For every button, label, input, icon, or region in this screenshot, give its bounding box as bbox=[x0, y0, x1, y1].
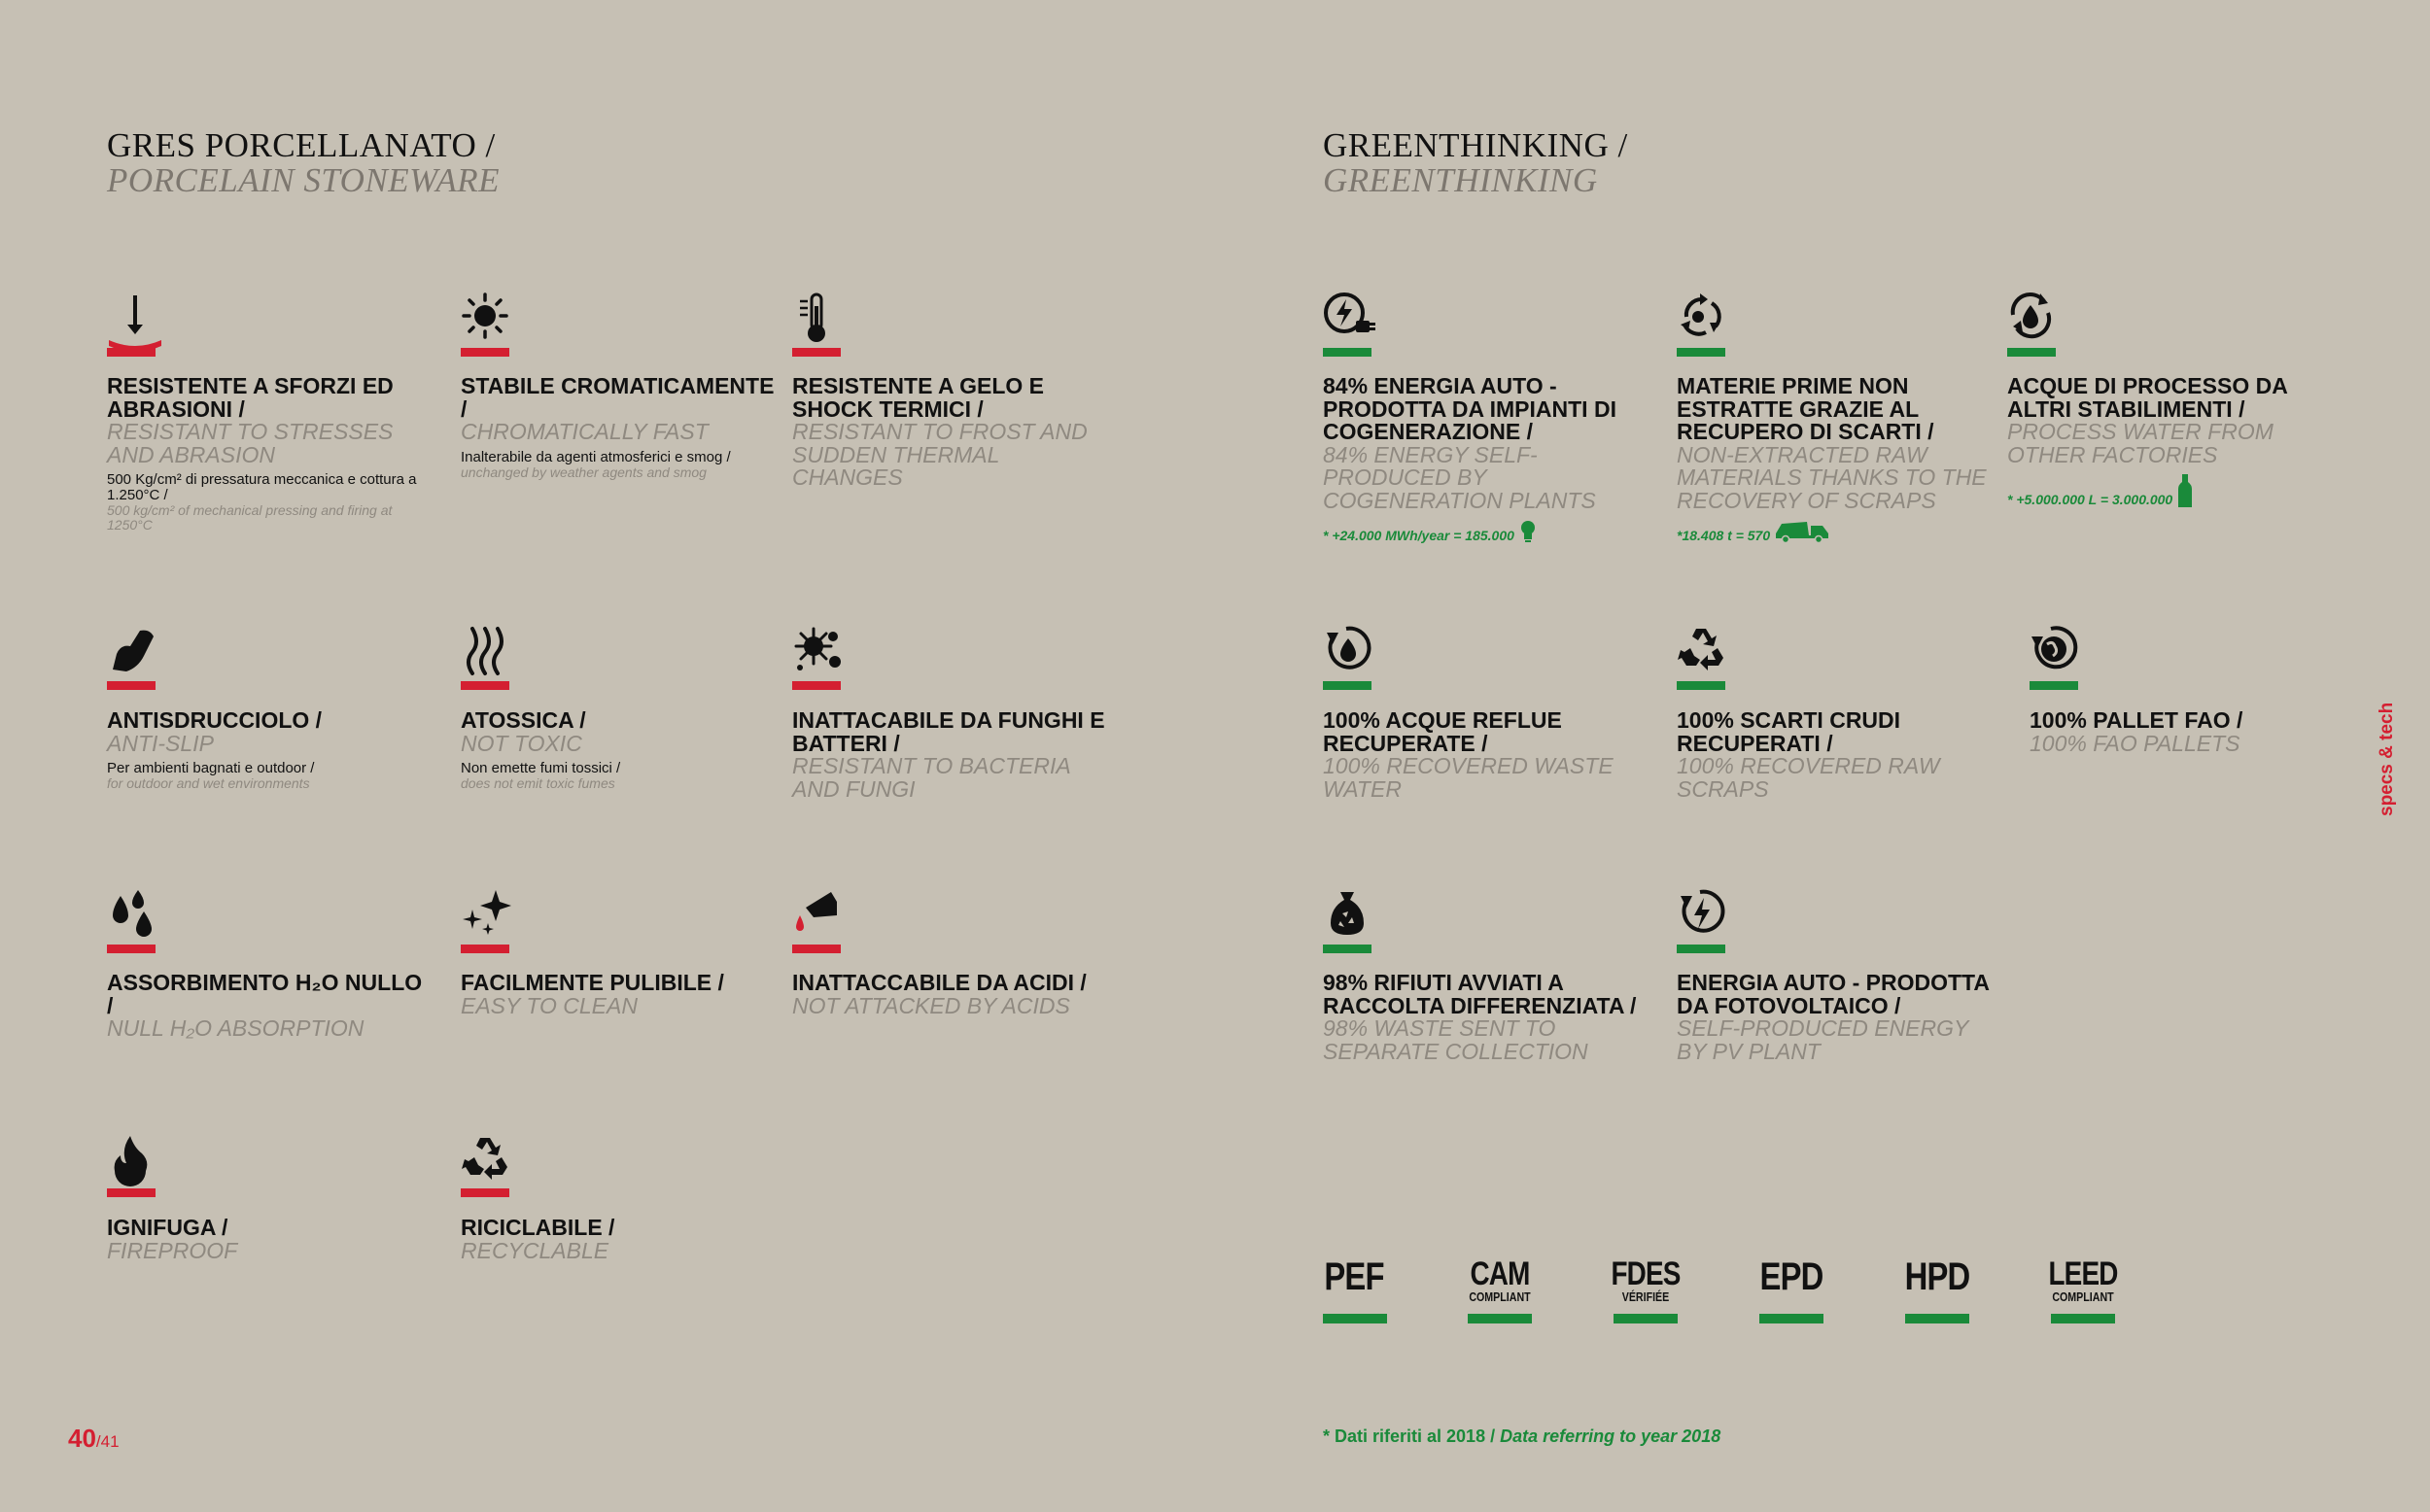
feature-label-it: 100% ACQUE REFLUE RECUPERATE / bbox=[1323, 707, 1562, 756]
bottle-icon bbox=[2178, 474, 2192, 507]
energy-plug-icon bbox=[1323, 292, 1381, 350]
feature-bar bbox=[461, 1188, 509, 1197]
feature-label-it: IGNIFUGA / bbox=[107, 1215, 228, 1240]
feature-bar bbox=[461, 945, 509, 953]
cert-bar bbox=[1759, 1314, 1823, 1323]
feature-label-en: RESISTANT TO FROST AND SUDDEN THERMAL CHANGES bbox=[792, 419, 1088, 490]
feature-process-water bbox=[2007, 375, 2328, 507]
cert-leed bbox=[2039, 1257, 2127, 1304]
page-number bbox=[68, 1424, 120, 1454]
waste-water-icon bbox=[1323, 625, 1381, 683]
feature-label-it: ASSORBIMENTO H₂O NULLO / bbox=[107, 970, 423, 1018]
recycle-scraps-icon bbox=[1677, 625, 1735, 683]
cert-sublabel: VÉRIFIÉE bbox=[1621, 1289, 1670, 1304]
fumes-icon bbox=[461, 625, 519, 683]
cert-sublabel: COMPLIANT bbox=[1469, 1289, 1531, 1304]
feature-label-en: NOT ATTACKED BY ACIDS bbox=[792, 992, 1070, 1018]
feature-desc-en: 500 kg/cm² of mechanical pressing and firing at 1250°C bbox=[107, 502, 393, 533]
feature-label-en: 100% RECOVERED WASTE WATER bbox=[1323, 753, 1614, 802]
cert-pef bbox=[1310, 1257, 1398, 1296]
feature-label-it: RESISTENTE A SFORZI ED ABRASIONI / bbox=[107, 373, 394, 422]
feature-label-en: ANTI-SLIP bbox=[107, 730, 214, 756]
feature-label-en: EASY TO CLEAN bbox=[461, 992, 638, 1018]
feature-label-it: ATOSSICA / bbox=[461, 707, 586, 733]
feature-not-toxic bbox=[461, 709, 781, 791]
cert-label: PEF bbox=[1324, 1255, 1384, 1298]
bacteria-icon bbox=[792, 625, 850, 683]
feature-separate-collection bbox=[1323, 972, 1644, 1063]
feature-label-it: 100% SCARTI CRUDI RECUPERATI / bbox=[1677, 707, 1901, 756]
feature-bar bbox=[2030, 681, 2078, 690]
cert-cam bbox=[1456, 1257, 1544, 1304]
feature-frost-resistant bbox=[792, 375, 1113, 490]
feature-bar bbox=[792, 348, 841, 357]
feature-bar bbox=[1677, 348, 1725, 357]
section-title-en: GREENTHINKING bbox=[1323, 161, 1598, 199]
feature-cogeneration-energy bbox=[1323, 375, 1644, 543]
feature-note bbox=[2007, 474, 2328, 507]
feature-bar bbox=[792, 681, 841, 690]
feature-pv-energy bbox=[1677, 972, 1997, 1063]
feature-waste-water bbox=[1323, 709, 1644, 801]
feature-desc-en: does not emit toxic fumes bbox=[461, 775, 615, 791]
feature-label-en: PROCESS WATER FROM OTHER FACTORIES bbox=[2007, 419, 2274, 467]
feature-note-text: *18.408 t = 570 bbox=[1677, 528, 1771, 543]
page-total: /41 bbox=[95, 1432, 120, 1451]
feature-easy-clean bbox=[461, 972, 781, 1017]
feature-bar bbox=[1323, 945, 1371, 953]
thermometer-icon bbox=[792, 292, 850, 350]
side-tab-label: specs & tech bbox=[2377, 702, 2397, 816]
cert-hpd bbox=[1893, 1257, 1981, 1296]
section-title-en: PORCELAIN STONEWARE bbox=[107, 161, 501, 199]
feature-note bbox=[1323, 520, 1644, 543]
cert-label: EPD bbox=[1759, 1255, 1823, 1298]
section-title-it: GRES PORCELLANATO / bbox=[107, 126, 496, 164]
cert-label: LEED bbox=[2048, 1255, 2118, 1292]
cert-sublabel: COMPLIANT bbox=[2052, 1289, 2114, 1304]
footnote-it: * Dati riferiti al 2018 / bbox=[1323, 1426, 1496, 1446]
footnote-en: Data referring to year 2018 bbox=[1500, 1426, 1721, 1446]
feature-recyclable bbox=[461, 1217, 781, 1262]
feature-bar bbox=[1323, 348, 1371, 357]
feature-note-text: * +5.000.000 L = 3.000.000 bbox=[2007, 492, 2173, 507]
feature-label-it: INATTACCABILE DA ACIDI / bbox=[792, 970, 1087, 995]
section-title-stoneware bbox=[107, 128, 500, 198]
feature-label-it: ACQUE DI PROCESSO DA ALTRI STABILIMENTI / bbox=[2007, 373, 2287, 422]
flame-icon bbox=[107, 1132, 165, 1190]
feature-raw-materials bbox=[1677, 375, 1997, 543]
feature-desc-it: Non emette fumi tossici / bbox=[461, 760, 621, 776]
feature-label-it: 100% PALLET FAO / bbox=[2030, 707, 2243, 733]
feature-label-en: 100% RECOVERED RAW SCRAPS bbox=[1677, 753, 1940, 802]
feature-label-it: STABILE CROMATICAMENTE / bbox=[461, 373, 775, 422]
feature-label-en: CHROMATICALLY FAST bbox=[461, 419, 709, 444]
sparkle-icon bbox=[461, 888, 519, 946]
feature-desc-it: Inalterabile da agenti atmosferici e smog / bbox=[461, 448, 731, 465]
cert-bar bbox=[2051, 1314, 2115, 1323]
sun-icon bbox=[461, 292, 519, 350]
feature-label-en: NOT TOXIC bbox=[461, 730, 582, 756]
feature-label-en: SELF-PRODUCED ENERGY BY PV PLANT bbox=[1677, 1015, 1968, 1064]
feature-acid-resistant bbox=[792, 972, 1113, 1017]
footnote bbox=[1323, 1426, 1720, 1447]
cert-bar bbox=[1905, 1314, 1969, 1323]
feature-label-en: NULL H₂O ABSORPTION bbox=[107, 1015, 364, 1041]
recycle-icon bbox=[461, 1132, 519, 1190]
feature-raw-scraps bbox=[1677, 709, 1997, 801]
feature-resistant-stress bbox=[107, 375, 428, 533]
cert-bar bbox=[1468, 1314, 1532, 1323]
feature-anti-slip bbox=[107, 709, 428, 791]
cert-bar bbox=[1323, 1314, 1387, 1323]
feature-desc-en: for outdoor and wet environments bbox=[107, 775, 310, 791]
feature-note-text: * +24.000 MWh/year = 185.000 bbox=[1323, 528, 1514, 543]
feature-label-it: MATERIE PRIME NON ESTRATTE GRAZIE AL RECUPERO DI SCARTI / bbox=[1677, 373, 1934, 444]
feature-bar bbox=[461, 681, 509, 690]
cert-epd bbox=[1748, 1257, 1835, 1296]
feature-bar bbox=[1677, 945, 1725, 953]
feature-bar bbox=[107, 945, 156, 953]
feature-label-en: RESISTANT TO BACTERIA AND FUNGI bbox=[792, 753, 1070, 802]
feature-bar bbox=[107, 348, 156, 357]
feature-label-en: 100% FAO PALLETS bbox=[2030, 730, 2240, 756]
acid-beaker-icon bbox=[792, 888, 850, 946]
waste-bag-icon bbox=[1323, 888, 1381, 946]
page-current: 40 bbox=[68, 1424, 96, 1453]
cert-bar bbox=[1614, 1314, 1678, 1323]
feature-bar bbox=[107, 1188, 156, 1197]
cert-label: CAM bbox=[1470, 1255, 1530, 1292]
section-title-greenthinking bbox=[1323, 128, 1628, 198]
feature-label-it: 84% ENERGIA AUTO - PRODOTTA DA IMPIANTI DI COGENERAZIONE / bbox=[1323, 373, 1616, 444]
feature-label-it: 98% RIFIUTI AVVIATI A RACCOLTA DIFFERENZIATA / bbox=[1323, 970, 1637, 1018]
feature-label-it: RESISTENTE A GELO E SHOCK TERMICI / bbox=[792, 373, 1044, 422]
feature-bar bbox=[792, 945, 841, 953]
truck-icon bbox=[1776, 520, 1830, 543]
side-tab[interactable] bbox=[2377, 700, 2406, 816]
raw-material-cycle-icon bbox=[1677, 292, 1735, 350]
lightbulb-icon bbox=[1520, 520, 1536, 543]
globe-cycle-icon bbox=[2030, 625, 2088, 683]
feature-label-it: RICICLABILE / bbox=[461, 1215, 615, 1240]
feature-label-it: ANTISDRUCCIOLO / bbox=[107, 707, 323, 733]
pv-energy-icon bbox=[1677, 888, 1735, 946]
feature-desc-en: unchanged by weather agents and smog bbox=[461, 464, 707, 480]
cert-fdes bbox=[1602, 1257, 1689, 1304]
feature-fireproof bbox=[107, 1217, 428, 1262]
feature-bar bbox=[2007, 348, 2056, 357]
feature-bar bbox=[461, 348, 509, 357]
section-title-it: GREENTHINKING / bbox=[1323, 126, 1628, 164]
feature-label-en: RECYCLABLE bbox=[461, 1237, 609, 1263]
pressure-icon bbox=[107, 292, 165, 350]
feature-bacteria-fungi bbox=[792, 709, 1113, 801]
feature-label-en: NON-EXTRACTED RAW MATERIALS THANKS TO THE RECOVERY OF SCRAPS bbox=[1677, 441, 1987, 513]
cert-label: HPD bbox=[1904, 1255, 1970, 1298]
feature-desc-it: Per ambienti bagnati e outdoor / bbox=[107, 760, 315, 776]
feature-note bbox=[1677, 520, 1997, 543]
water-cycle-icon bbox=[2007, 292, 2066, 350]
feature-fao-pallets bbox=[2030, 709, 2350, 755]
feature-chromatically-fast bbox=[461, 375, 781, 480]
feature-label-it: INATTACABILE DA FUNGHI E BATTERI / bbox=[792, 707, 1105, 756]
feature-label-it: FACILMENTE PULIBILE / bbox=[461, 970, 724, 995]
feature-bar bbox=[1323, 681, 1371, 690]
feature-bar bbox=[1677, 681, 1725, 690]
feature-desc-it: 500 Kg/cm² di pressatura meccanica e cottura a 1.250°C / bbox=[107, 471, 417, 503]
feature-null-absorption bbox=[107, 972, 428, 1041]
cert-label: FDES bbox=[1611, 1255, 1681, 1292]
feature-label-en: RESISTANT TO STRESSES AND ABRASION bbox=[107, 419, 394, 467]
feature-label-en: 84% ENERGY SELF-PRODUCED BY COGENERATION PLANTS bbox=[1323, 441, 1596, 513]
water-drops-icon bbox=[107, 888, 165, 946]
feature-bar bbox=[107, 681, 156, 690]
feature-label-en: 98% WASTE SENT TO SEPARATE COLLECTION bbox=[1323, 1015, 1588, 1064]
feature-label-en: FIREPROOF bbox=[107, 1237, 238, 1263]
shoe-icon bbox=[107, 625, 165, 683]
feature-label-it: ENERGIA AUTO - PRODOTTA DA FOTOVOLTAICO / bbox=[1677, 970, 1990, 1018]
